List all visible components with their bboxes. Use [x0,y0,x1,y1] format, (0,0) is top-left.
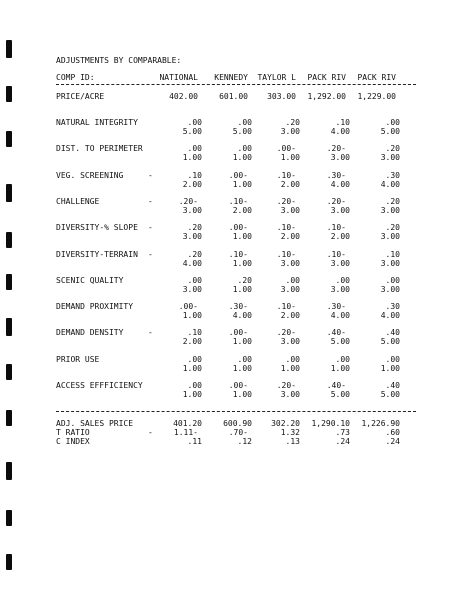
score-value: 3.00 [280,285,300,294]
summary-value: .70- [228,428,248,437]
score-value: 1.00 [182,311,202,320]
score-value: 4.00 [380,311,400,320]
header-rule [56,84,416,85]
summary-value: 600.90 [223,419,252,428]
summary-value: .24 [385,437,400,446]
score-value: 2.00 [330,232,350,241]
score-value: 1.00 [182,390,202,399]
adjustment-value: .40- [326,328,346,337]
adjustment-value: .10- [276,171,296,180]
price-value: 601.00 [219,92,248,101]
adjustment-value: .10 [385,250,400,259]
score-value: 1.00 [232,390,252,399]
adjustment-value: .00 [335,355,350,364]
score-value: 3.00 [280,337,300,346]
factor-label: ACCESS EFFFICIENCY [56,381,143,390]
score-value: 1.00 [232,232,252,241]
price-value: 1,292.00 [307,92,346,101]
score-value: 3.00 [380,285,400,294]
score-value: 5.00 [380,390,400,399]
adjustment-value: .40- [326,381,346,390]
score-value: 5.00 [330,337,350,346]
adjustment-value: .20 [187,223,202,232]
binder-hole-mark [6,364,12,380]
adjustment-value: .10- [326,223,346,232]
score-value: 3.00 [380,153,400,162]
adjustment-value: .20 [237,276,252,285]
adjustment-value: .00 [187,276,202,285]
adjustment-value: .10- [276,250,296,259]
summary-value: .13 [285,437,300,446]
adjustment-value: .20- [276,328,296,337]
score-value: 3.00 [330,153,350,162]
summary-value: .24 [335,437,350,446]
summary-value: 1,290.10 [311,419,350,428]
adjustment-value: .00 [237,144,252,153]
score-value: 2.00 [182,180,202,189]
adjustment-value: .10- [228,250,248,259]
adjustment-value: .10 [187,171,202,180]
score-value: 3.00 [330,285,350,294]
comp-id-label: COMP ID: [56,73,95,82]
score-value: 5.00 [182,127,202,136]
score-value: 3.00 [330,206,350,215]
score-value: 4.00 [330,127,350,136]
score-value: 1.00 [330,364,350,373]
adjustment-value: .20 [285,118,300,127]
adjustment-value: .10 [335,118,350,127]
binder-hole-mark [6,462,12,480]
score-value: 2.00 [182,337,202,346]
adjustment-value: .30- [228,302,248,311]
score-value: 2.00 [280,180,300,189]
score-value: 1.00 [280,364,300,373]
factor-label: SCENIC QUALITY [56,276,124,285]
binder-hole-mark [6,232,12,248]
score-value: 4.00 [330,180,350,189]
adjustment-value: .00 [385,118,400,127]
score-value: 2.00 [280,232,300,241]
score-value: 5.00 [330,390,350,399]
adjustment-value: .40 [385,328,400,337]
adjustment-value: .20- [326,144,346,153]
score-value: 5.00 [232,127,252,136]
factor-dash: - [148,328,153,337]
score-value: 1.00 [232,285,252,294]
summary-label: C INDEX [56,437,90,446]
adjustment-value: .00 [187,118,202,127]
factor-dash: - [148,223,153,232]
binder-hole-mark [6,554,12,570]
adjustment-value: .00- [178,302,198,311]
summary-value: .73 [335,428,350,437]
factor-dash: - [148,197,153,206]
score-value: 3.00 [280,259,300,268]
adjustment-value: .20 [385,144,400,153]
factor-label: DEMAND PROXIMITY [56,302,134,311]
column-header: TAYLOR L [257,73,296,82]
adjustment-value: .20 [385,197,400,206]
summary-value: 302.20 [271,419,300,428]
score-value: 4.00 [232,311,252,320]
factor-label: VEG. SCREENING [56,171,124,180]
score-value: 3.00 [380,232,400,241]
binder-hole-mark [6,184,12,202]
score-value: 1.00 [232,364,252,373]
score-value: 5.00 [380,337,400,346]
score-value: 3.00 [280,127,300,136]
adjustment-value: .00 [187,381,202,390]
adjustment-value: .00 [285,276,300,285]
summary-dash: - [148,428,153,437]
adjustment-value: .00- [228,223,248,232]
adjustment-value: .10- [276,223,296,232]
summary-value: .12 [237,437,252,446]
score-value: 3.00 [380,259,400,268]
price-value: 303.00 [267,92,296,101]
score-value: 2.00 [232,206,252,215]
binder-hole-mark [6,410,12,426]
price-value: 402.00 [169,92,198,101]
score-value: 3.00 [380,206,400,215]
adjustment-value: .20- [326,197,346,206]
score-value: 3.00 [280,206,300,215]
summary-value: 1,226.90 [361,419,400,428]
score-value: 1.00 [380,364,400,373]
score-value: 4.00 [330,311,350,320]
binder-hole-mark [6,131,12,147]
adjustment-value: .10- [228,197,248,206]
score-value: 3.00 [182,232,202,241]
factor-label: DIVERSITY-TERRAIN [56,250,138,259]
score-value: 1.00 [232,259,252,268]
page-title: ADJUSTMENTS BY COMPARABLE: [56,56,182,65]
summary-value: 401.20 [173,419,202,428]
score-value: 3.00 [182,285,202,294]
adjustment-value: .30 [385,171,400,180]
adjustment-value: .30- [326,171,346,180]
summary-label: T RATIO [56,428,90,437]
score-value: 1.00 [182,364,202,373]
score-value: 3.00 [280,390,300,399]
summary-value: .11 [187,437,202,446]
adjustment-value: .00 [385,276,400,285]
adjustment-value: .00- [228,328,248,337]
price-label: PRICE/ACRE [56,92,105,101]
adjustment-value: .20- [178,197,198,206]
binder-hole-mark [6,40,12,58]
adjustment-value: .20 [385,223,400,232]
summary-value: .60 [385,428,400,437]
adjustment-value: .00- [228,381,248,390]
score-value: 3.00 [330,259,350,268]
binder-hole-mark [6,274,12,290]
binder-hole-mark [6,510,12,526]
score-value: 4.00 [182,259,202,268]
factor-label: DIVERSITY-% SLOPE [56,223,138,232]
column-header: PACK RIV [357,73,396,82]
binder-hole-mark [6,318,12,336]
score-value: 1.00 [232,180,252,189]
score-value: 5.00 [380,127,400,136]
adjustment-value: .40 [385,381,400,390]
score-value: 4.00 [380,180,400,189]
adjustment-value: .00 [335,276,350,285]
adjustment-value: .00 [285,355,300,364]
adjustment-value: .00 [237,118,252,127]
column-header: NATIONAL [159,73,198,82]
score-value: 1.00 [232,153,252,162]
adjustment-value: .10- [326,250,346,259]
factor-label: CHALLENGE [56,197,100,206]
factor-label: PRIOR USE [56,355,100,364]
summary-value: 1.32 [280,428,300,437]
adjustment-value: .00 [385,355,400,364]
factor-label: DIST. TO PERIMETER [56,144,143,153]
binder-hole-mark [6,86,12,102]
adjustment-value: .00- [228,171,248,180]
factor-label: DEMAND DENSITY [56,328,124,337]
score-value: 1.00 [280,153,300,162]
adjustment-value: .00 [187,144,202,153]
score-value: 1.00 [232,337,252,346]
adjustment-value: .00- [276,144,296,153]
factor-label: NATURAL INTEGRITY [56,118,138,127]
factor-dash: - [148,171,153,180]
price-value: 1,229.00 [357,92,396,101]
score-value: 1.00 [182,153,202,162]
adjustment-value: .30 [385,302,400,311]
adjustment-value: .20 [187,250,202,259]
summary-value: 1.11- [173,428,198,437]
adjustment-value: .20- [276,381,296,390]
summary-rule [56,411,416,412]
factor-dash: - [148,250,153,259]
adjustment-value: .00 [187,355,202,364]
score-value: 2.00 [280,311,300,320]
adjustment-value: .10- [276,302,296,311]
adjustment-value: .00 [237,355,252,364]
column-header: KENNEDY [214,73,248,82]
adjustment-value: .10 [187,328,202,337]
score-value: 3.00 [182,206,202,215]
adjustment-value: .20- [276,197,296,206]
column-header: PACK RIV [307,73,346,82]
adjustment-value: .30- [326,302,346,311]
summary-label: ADJ. SALES PRICE [56,419,134,428]
